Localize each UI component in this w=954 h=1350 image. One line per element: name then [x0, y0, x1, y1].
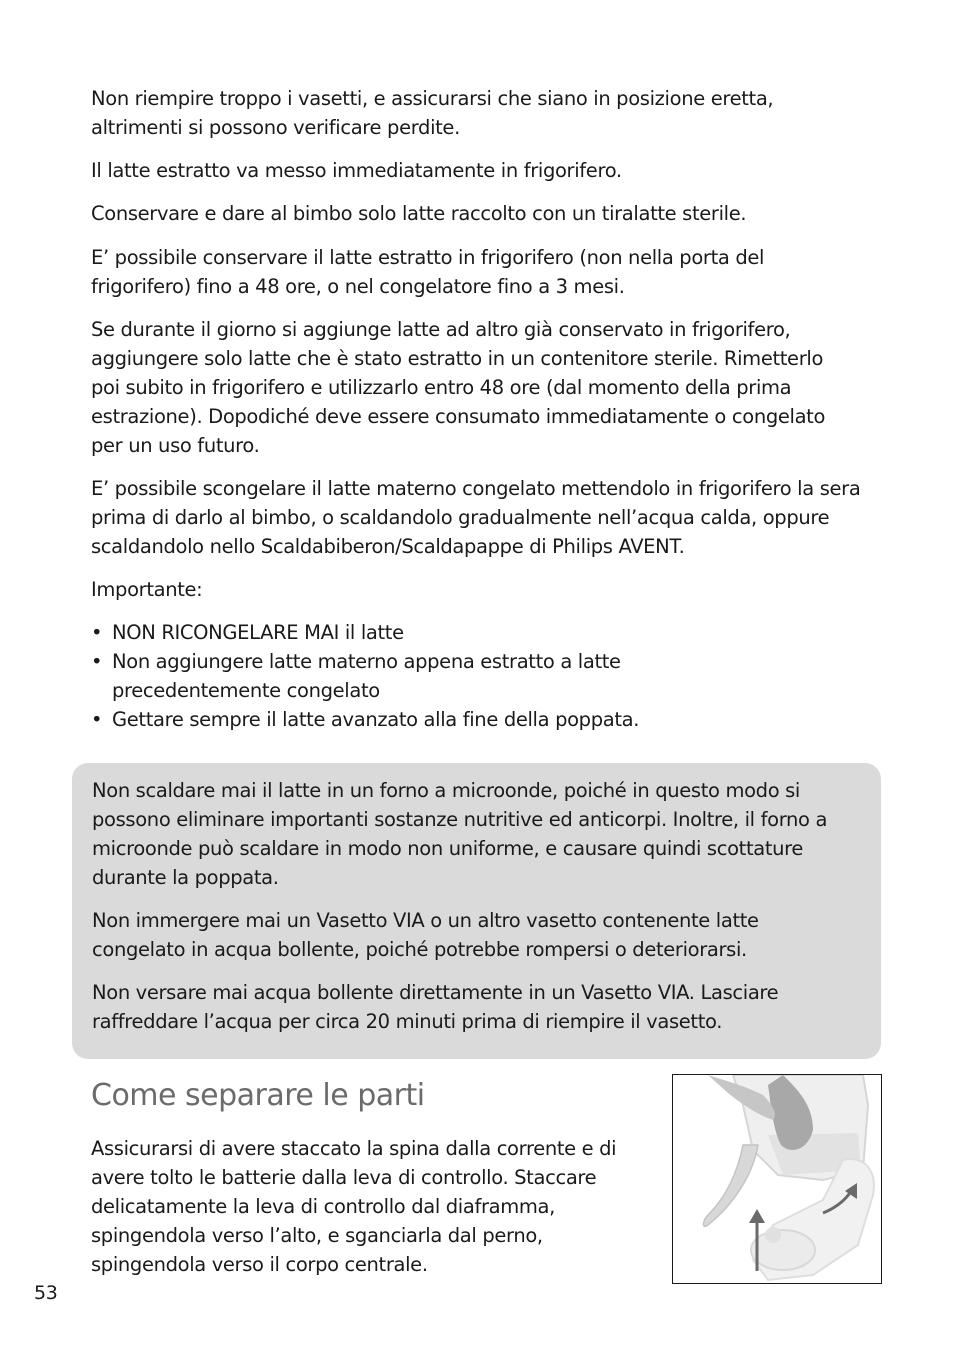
paragraph-fill-warning: Non riempire troppo i vasetti, e assicurarsi che siano in posizione eretta, altrimenti si possono verificare perdite.: [91, 87, 774, 139]
paragraph-refrigerate: Il latte estratto va messo immediatamente in frigorifero.: [91, 159, 622, 182]
paragraph-sterile: Conservare e dare al bimbo solo latte raccolto con un tiralatte sterile.: [91, 202, 747, 225]
paragraph-storage: E’ possibile conservare il latte estratto in frigorifero (non nella porta del frigorifero) fino a 48 ore, o nel congelatore fino a 3 mesi.: [91, 246, 765, 298]
list-item: • Non aggiungere latte materno appena estratto a latte precedentemente congelato: [91, 650, 621, 702]
section-title: Come separare le parti: [91, 1078, 425, 1113]
list-item: • NON RICONGELARE MAI il latte: [91, 621, 404, 644]
disassembly-illustration: [672, 1074, 882, 1284]
warning-boiling-water: Non immergere mai un Vasetto VIA o un altro vasetto contenente latte congelato in acqua bollente, poiché potrebbe rompersi o deteriorarsi.: [92, 909, 759, 961]
warning-microwave: Non scaldare mai il latte in un forno a microonde, poiché in questo modo si possono eliminare importanti sostanze nutritive ed anticorpi. Inoltre, il forno a microonde può scaldare in modo non uniforme, e causare quindi scottature durante la poppata.: [92, 779, 828, 889]
paragraph-important: Importante:: [91, 578, 203, 601]
page-number: 53: [34, 1282, 58, 1304]
pump-illustration-graphic: [673, 1075, 881, 1283]
paragraph-thawing: E’ possibile scongelare il latte materno congelato mettendolo in frigorifero la sera prima di darlo al bimbo, o scaldandolo gradualmente nell’acqua calda, oppure scaldandolo nello Scaldabiberon/Scaldapappe di Philips AVENT.: [91, 477, 861, 558]
section-text: Assicurarsi di avere staccato la spina dalla corrente e di avere tolto le batterie dalla leva di controllo. Staccare delicatamente la leva di controllo dal diaframma, spingendola verso l’alto, e sganciarla dal perno, spingendola verso il corpo centrale.: [91, 1137, 617, 1276]
paragraph-adding-milk: Se durante il giorno si aggiunge latte ad altro già conservato in frigorifero, aggiungere solo latte che è stato estratto in un contenitore sterile. Rimetterlo poi subito in frigorifero e utilizzarlo entro 48 ore (dal momento della prima estrazione). Dopodiché deve essere consumato immediatamente o congelato per un uso futuro.: [91, 318, 826, 457]
list-item: • Gettare sempre il latte avanzato alla fine della poppata.: [91, 708, 640, 731]
important-list: [91, 618, 791, 734]
warning-box: [72, 763, 881, 1059]
warning-pouring: Non versare mai acqua bollente direttamente in un Vasetto VIA. Lasciare raffreddare l’acqua per circa 20 minuti prima di riempire il vasetto.: [92, 981, 779, 1033]
